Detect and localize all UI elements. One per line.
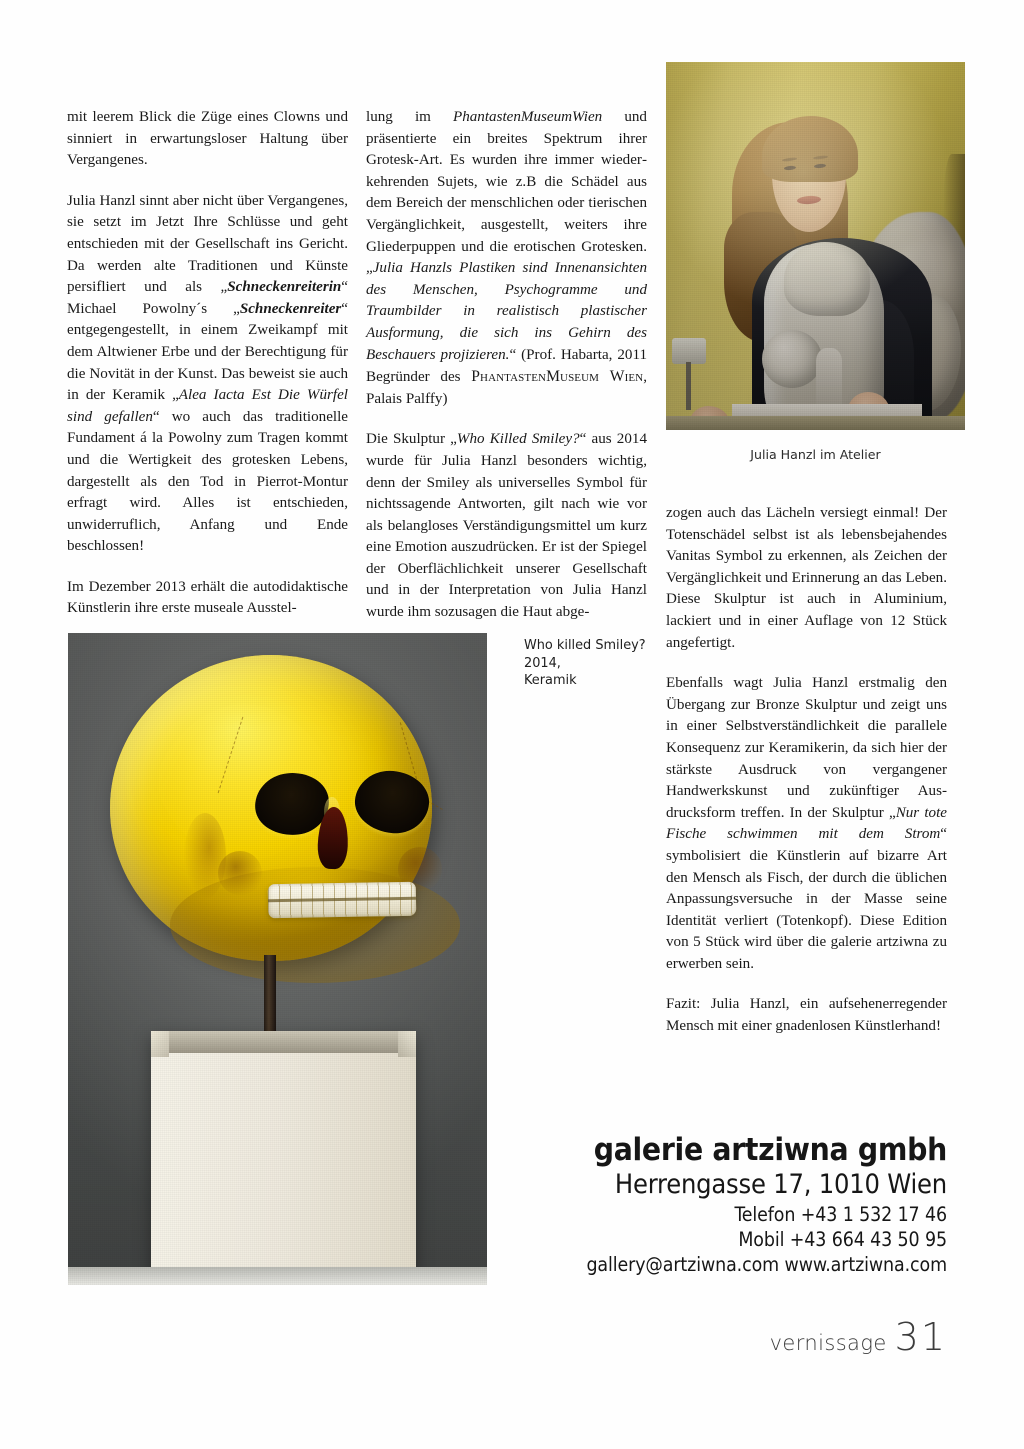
paragraph-c1-3: Im Dezember 2013 erhält die autodidaktische Künstlerin ihre erste museale Ausstel- bbox=[67, 578, 348, 617]
figure-who-killed-smiley bbox=[68, 633, 487, 1285]
gallery-name: galerie artziwna gmbh bbox=[593, 1132, 947, 1168]
paragraph-c1-2: Julia Hanzl sinnt aber nicht über Vergangenes, sie setzt im Jetzt Ihre Schlüsse und geht entschieden mit der Gesellschaft ins Gericht. Da werden alte Traditionen und Künste persifliert und als „Schneckenreiterin“ Michael Powolny´s „Schneckenreiter“ entgegengestellt, in einem Zweikampf mit dem Altwiener Erbe und der Berechtigung für die Novität in der Kunst. Das beweist sie auch in der Keramik „Alea Iacta Est Die Würfel sind gefallen“ wo auch das traditionelle Fundament á la Powolny zum Tragen kommt und die Wertigkeit des grotesken Lebens, dargestellt als den Tod in Pierrot-Montur erfragt wird. Alles ist entschieden, unwiderruflich, Anfang und Ende beschlossen! bbox=[67, 192, 348, 555]
paragraph-c3-3: Fazit: Julia Hanzl, ein aufsehenerregender Mensch mit einer gnadenlosen Künstlerhand! bbox=[666, 996, 947, 1035]
smallcaps-phantasten: Phantasten bbox=[471, 368, 547, 386]
term-phantasten-museum-wien: PhantastenMuseumWien bbox=[452, 109, 603, 125]
caption-smiley-line-2: 2014, bbox=[524, 655, 561, 671]
page-number: 31 bbox=[894, 1315, 947, 1359]
term-schneckenreiterin: Schneckenreiterin bbox=[227, 279, 342, 296]
term-alea: Alea Iacta Est bbox=[178, 387, 271, 404]
plinth-lip-right bbox=[398, 1031, 416, 1057]
skull-cheek-left bbox=[218, 851, 262, 895]
skull-eye-socket-right bbox=[352, 768, 431, 836]
gallery-address: Herrengasse 17, 1010 Wien bbox=[614, 1169, 947, 1200]
term-nur-tote-fische: Nur tote Fische schwimmen mit dem Strom bbox=[666, 804, 947, 843]
gallery-floor bbox=[68, 1267, 487, 1285]
smallcaps-museum: Museum bbox=[546, 368, 600, 386]
smallcaps-wien: Wien bbox=[609, 368, 644, 386]
quote-habarta: Julia Hanzls Plastiken sind Innenansichten des Menschen, Psychogramme und Traumbilder in realistisch plastischer Ausformung, die sich ins Gehirn des Beschauers projizieren. bbox=[366, 260, 647, 363]
photo-vignette bbox=[666, 62, 965, 430]
paragraph-c3-1: zogen auch das Lächeln versiegt einmal! Der Totenschädel selbst ist als lebensbejahendes Vanitas Symbol zu erkennen, als Zeichen der Vergänglichkeit und Erinnerung an das Leben. Diese Skulptur ist auch in Aluminium, lackiert und in einer Auflage von 12 Stück angefertigt. bbox=[666, 505, 947, 651]
publication-name: vernissage bbox=[769, 1331, 887, 1355]
text-column-2 bbox=[366, 107, 647, 624]
paragraph-c2-2: Die Skulptur „Who Killed Smiley?“ aus 2014 wurde für Julia Hanzl besonders wichtig, denn der Smiley als universelles Symbol für nichtssagende Antworten, gilt nach wie vor als belangloses Verständigungsmittel um kurz eine Emotion auszudrücken. Er ist der Spiegel der Oberflächlichkeit unserer Gesellschaft und in der Interpretation von Julia Hanzl wurde ihm sozusagen die Haut abge- bbox=[366, 431, 647, 621]
term-schneckenreiter: Schneckenreiter bbox=[239, 300, 342, 317]
gallery-contact-block bbox=[520, 1131, 947, 1277]
skull-teeth bbox=[268, 882, 417, 919]
gallery-email-and-website: gallery@artziwna.com www.artziwna.com bbox=[586, 1253, 947, 1276]
paragraph-c2-1: lung im PhantastenMuseumWien und präsentierte ein breites Spektrum ihrer Grotesk-Art. Es wurden ihre immer wiederkehrenden Sujets, wie z.B die Schädel aus dem Bereich der menschlichen oder tierischen Vergänglichkeit, ausgestellt, weiters ihre Gliederpuppen und die erotischen Grotesken. „Julia Hanzls Plastiken sind Innenansichten des Menschen, Psychogramme und Traumbilder in realistisch plastischer Ausformung, die sich ins Gehirn des Beschauers projizieren.“ (Prof. Habarta, 2011 Begründer des PhantastenMuseum Wien, Palais Palffy) bbox=[366, 109, 648, 407]
skull-suture-left bbox=[218, 717, 244, 793]
caption-smiley bbox=[524, 637, 664, 690]
yellow-skull bbox=[110, 655, 432, 961]
plinth-rim bbox=[151, 1031, 416, 1053]
text-column-1 bbox=[67, 107, 348, 620]
gallery-telephone: Telefon +43 1 532 17 46 bbox=[734, 1203, 947, 1226]
plinth-lip-left bbox=[151, 1031, 169, 1057]
caption-smiley-line-1: Who killed Smiley? bbox=[524, 638, 646, 653]
term-who-killed-smiley: Who Killed Smiley? bbox=[456, 431, 580, 448]
text-column-3 bbox=[666, 503, 947, 1038]
paragraph-c1-1: mit leerem Blick die Züge eines Clowns und sinniert in erwartungsloser Haltung über Vergangenes. bbox=[67, 109, 348, 169]
caption-atelier: Julia Hanzl im Atelier bbox=[750, 447, 881, 462]
figure-julia-hanzl-atelier bbox=[666, 62, 965, 430]
plinth bbox=[151, 1031, 416, 1281]
caption-smiley-line-3: Keramik bbox=[524, 673, 577, 688]
paragraph-c3-2: Ebenfalls wagt Julia Hanzl erstmalig den Übergang zur Bronze Skulptur und zeigt uns in einer Selbstverständlichkeit die parallele Konsequenz zur Keramikerin, da sich hier der stärkste Ausdruck von vergangener Handwerkskunst und zukünftiger Ausdrucksform treffen. In der Skulptur „Nur tote Fische schwimmen mit dem Strom“ symbolisiert die Künstlerin auf bizarre Art den Mensch als Fisch, der durch die üblichen Anpassungsversuche in der Masse seine Identität verliert (Totenkopf). Diese Edition von 5 Stück wird über die galerie artziwna zu erwerben sein. bbox=[666, 675, 947, 972]
skull-temple-shading bbox=[184, 813, 226, 899]
gallery-mobile: Mobil +43 664 43 50 95 bbox=[738, 1228, 947, 1251]
term-wuerfel: Die Würfel sind gefallen bbox=[67, 387, 348, 425]
page-footer bbox=[600, 1315, 947, 1359]
